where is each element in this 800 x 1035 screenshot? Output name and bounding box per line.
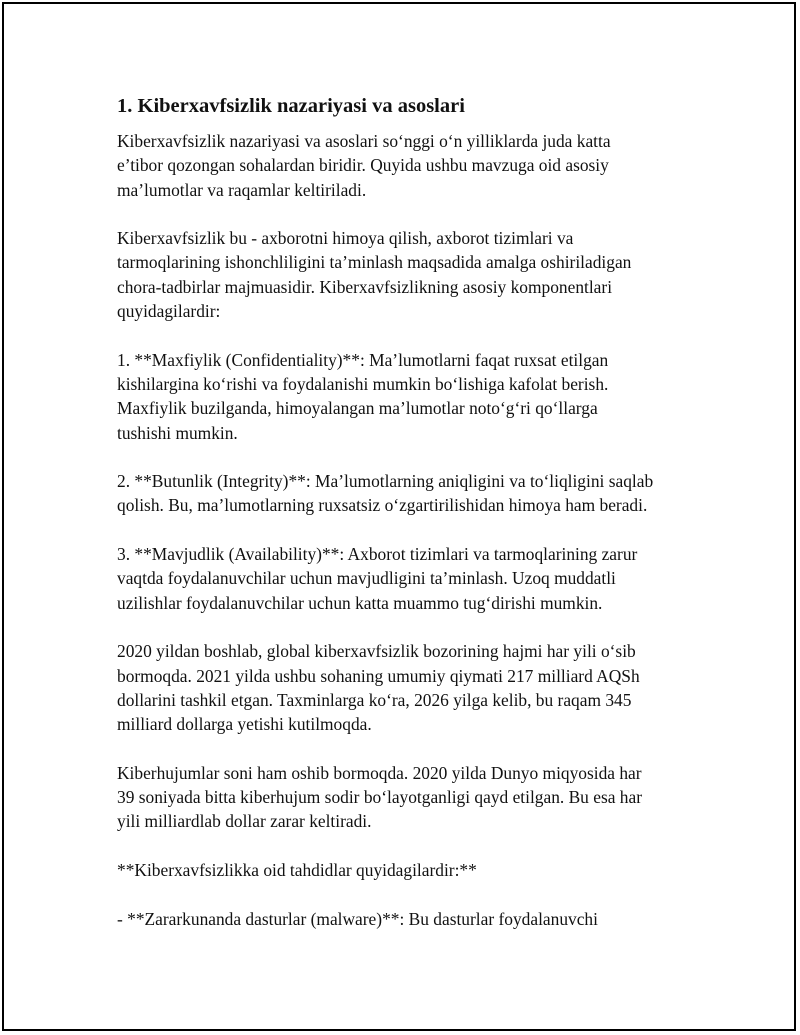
section-heading: 1. Kiberxavfsizlik nazariyasi va asoslari xyxy=(117,95,465,117)
paragraph-line: dollarini tashkil etgan. Taxminlarga ko‘ra, 2026 yilga kelib, bu raqam 345 xyxy=(117,689,632,710)
paragraph-line: chora-tadbirlar majmuasidir. Kiberxavfsizlikning asosiy komponentlari xyxy=(117,276,613,297)
paragraph-line: 3. **Mavjudlik (Availability)**: Axborot tizimlari va tarmoqlarining zarur xyxy=(117,544,638,565)
paragraph-line: uzilishlar foydalanuvchilar uchun katta muammo tug‘dirishi mumkin. xyxy=(117,592,603,613)
paragraph-line: ma’lumotlar va raqamlar keltiriladi. xyxy=(117,179,367,200)
paragraph-line: Kiberxavfsizlik bu - axborotni himoya qilish, axborot tizimlari va xyxy=(117,228,574,249)
paragraph xyxy=(117,761,697,834)
document-body xyxy=(117,93,697,955)
paragraph xyxy=(117,639,697,736)
paragraph xyxy=(117,907,697,931)
paragraph-line: 2. **Butunlik (Integrity)**: Ma’lumotlarning aniqligini va to‘liqligini saqlab xyxy=(117,471,654,492)
paragraph-line: Kiberxavfsizlik nazariyasi va asoslari so‘nggi o‘n yilliklarda juda katta xyxy=(117,131,611,151)
paragraph-line: 1. **Maxfiylik (Confidentiality)**: Ma’lumotlarni faqat ruxsat etilgan xyxy=(117,349,609,370)
paragraph-line: 39 soniyada bitta kiberhujum sodir bo‘layotganligi qayd etilgan. Bu esa har xyxy=(117,787,642,808)
paragraph-line: Maxfiylik buzilganda, himoyalangan ma’lumotlar noto‘g‘ri qo‘llarga xyxy=(117,398,598,419)
paragraph xyxy=(117,858,697,882)
paragraph-container xyxy=(117,129,697,931)
paragraph-line: e’tibor qozongan sohalardan biridir. Quyida ushbu mavzuga oid asosiy xyxy=(117,155,609,176)
paragraph-line: 2020 yildan boshlab, global kiberxavfsizlik bozorining hajmi har yili o‘sib xyxy=(117,641,636,662)
paragraph-line: quyidagilardir: xyxy=(117,301,221,322)
paragraph-line: Kiberhujumlar soni ham oshib bormoqda. 2020 yilda Dunyo miqyosida har xyxy=(117,762,642,783)
paragraph-line: tarmoqlarining ishonchliligini ta’minlash maqsadida amalga oshiriladigan xyxy=(117,252,632,273)
paragraph-line: qolish. Bu, ma’lumotlarning ruxsatsiz o‘zgartirilishidan himoya ham beradi. xyxy=(117,495,648,516)
paragraph-line: kishilargina ko‘rishi va foydalanishi mumkin bo‘lishiga kafolat berish. xyxy=(117,373,609,394)
paragraph xyxy=(117,348,697,445)
paragraph-line: - **Zararkunanda dasturlar (malware)**: Bu dasturlar foydalanuvchi xyxy=(117,908,598,929)
paragraph-line: milliard dollarga yetishi kutilmoqda. xyxy=(117,714,372,735)
paragraph xyxy=(117,469,697,518)
paragraph-line: tushishi mumkin. xyxy=(117,422,238,443)
paragraph xyxy=(117,129,697,202)
paragraph xyxy=(117,542,697,615)
paragraph-line: yili milliardlab dollar zarar keltiradi. xyxy=(117,811,372,832)
paragraph-line: bormoqda. 2021 yilda ushbu sohaning umumiy qiymati 217 milliard AQSh xyxy=(117,665,640,686)
paragraph-line: **Kiberxavfsizlikka oid tahdidlar quyidagilardir:** xyxy=(117,859,477,880)
paragraph-line: vaqtda foydalanuvchilar uchun mavjudligini ta’minlash. Uzoq muddatli xyxy=(117,568,616,589)
paragraph xyxy=(117,226,697,323)
